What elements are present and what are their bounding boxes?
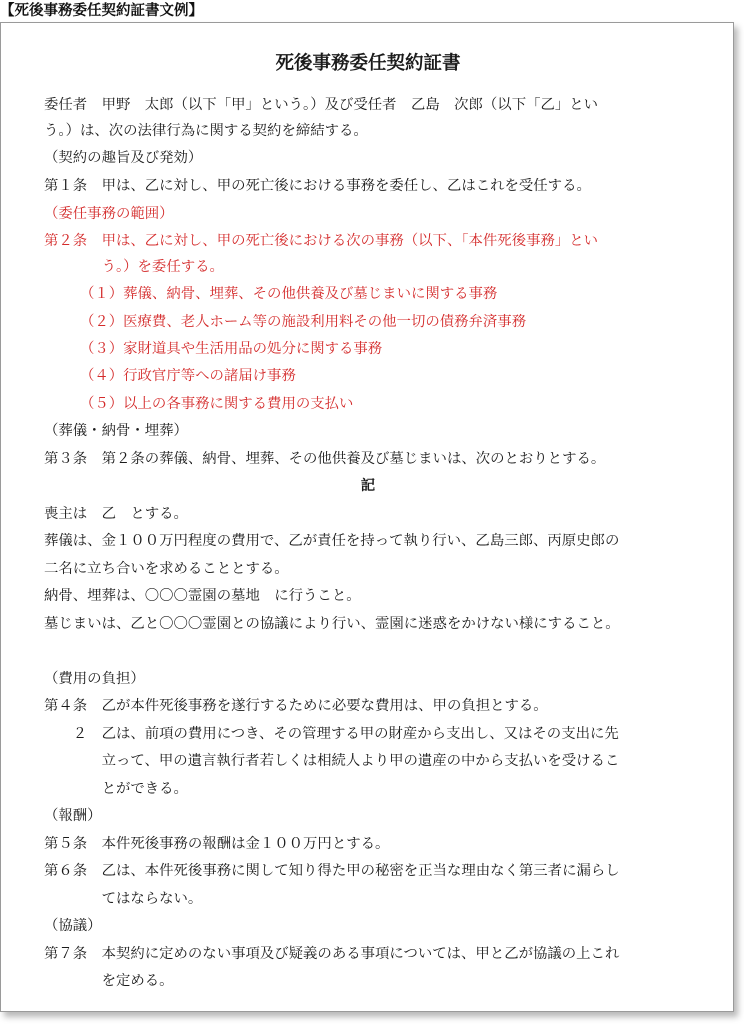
document-title: 死後事務委任契約証書 [275,53,461,74]
ki-mark: 記 [360,478,376,494]
body-line: 葬儀は、金１００万円程度の費用で、乙が責任を持って執り行い、乙島三郎、丙原史郎の [44,533,620,549]
article-line: ２ 乙は、前項の費用につき、その管理する甲の財産から支出し、又はその支出に先 [44,726,619,742]
list-item: （２）医療費、老人ホーム等の施設利用料その他一切の債務弁済事務 [44,314,527,330]
body-line: 二名に立ち合いを求めることとする。 [44,561,289,577]
list-item: （５）以上の各事務に関する費用の支払い [44,396,354,412]
section-heading: （協議） [44,918,102,934]
article-line: 第４条 乙が本件死後事務を遂行するために必要な費用は、甲の負担とする。 [44,698,548,714]
page-heading: 【死後事務委任契約証書文例】 [0,3,203,19]
article-line: 第１条 甲は、乙に対し、甲の死亡後における事務を委任し、乙はこれを受任する。 [44,178,591,194]
preamble-line: う。）は、次の法律行為に関する契約を締結する。 [44,123,368,139]
preamble-line: 委任者 甲野 太郎（以下「甲」という。）及び受任者 乙島 次郎（以下「乙」とい [44,97,599,113]
body-line: 墓じまいは、乙と〇〇〇霊園との協議により行い、霊園に迷惑をかけない様にすること。 [44,616,620,632]
section-heading: （報酬） [44,808,102,824]
article-line: とができる。 [44,781,188,797]
document-frame [0,22,734,1012]
body-line: 喪主は 乙 とする。 [44,506,188,522]
list-item: （３）家財道具や生活用品の処分に関する事務 [44,341,383,357]
article-line: 立って、甲の遺言執行者若しくは相続人より甲の遺産の中から支払いを受けるこ [44,753,620,769]
list-item: （１）葬儀、納骨、埋葬、その他供養及び墓じまいに関する事務 [44,286,498,302]
article-line: う。）を委任する。 [44,259,224,275]
list-item: （４）行政官庁等への諸届け事務 [44,368,296,384]
body-line: 納骨、埋葬は、〇〇〇霊園の墓地 に行うこと。 [44,588,361,604]
article-line: 第５条 本件死後事務の報酬は金１００万円とする。 [44,836,390,852]
article-line: 第７条 本契約に定めのない事項及び疑義のある事項については、甲と乙が協議の上これ [44,946,620,962]
section-heading: （契約の趣旨及び発効） [44,150,203,166]
article-line: てはならない。 [44,891,203,907]
section-heading: （費用の負担） [44,671,145,687]
section-heading: （葬儀・納骨・埋葬） [44,423,188,439]
article-line: 第２条 甲は、乙に対し、甲の死亡後における次の事務（以下、「本件死後事務」とい [44,233,599,249]
article-line: を定める。 [44,973,174,989]
article-line: 第６条 乙は、本件死後事務に関して知り得た甲の秘密を正当な理由なく第三者に漏らし [44,863,620,879]
article-line: 第３条 第２条の葬儀、納骨、埋葬、その他供養及び墓じまいは、次のとおりとする。 [44,451,606,467]
section-heading: （委任事務の範囲） [44,206,174,222]
